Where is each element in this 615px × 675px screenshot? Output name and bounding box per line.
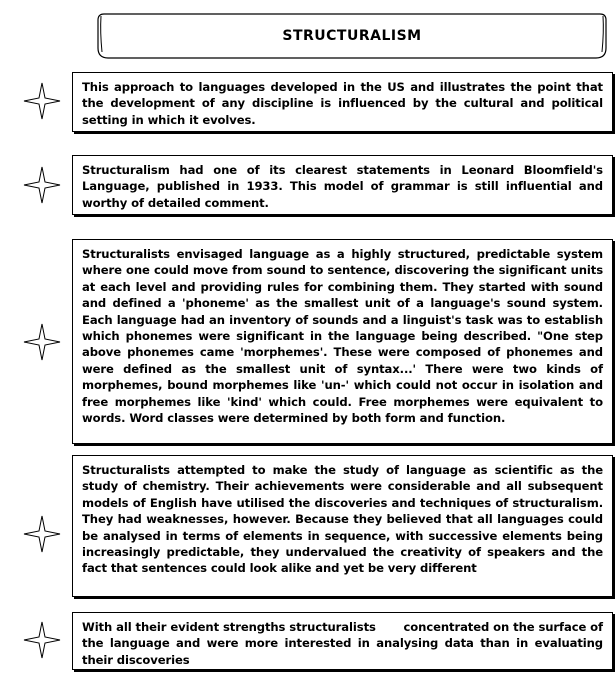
- section-text-5: With all their evident strengths structuralists concentrated on the surface of the language and were more interested in analysing data than in evaluating their discoveries: [82, 620, 607, 667]
- section-card-1: [72, 72, 613, 132]
- title-banner: [96, 12, 608, 60]
- four-point-star-icon: [22, 620, 62, 660]
- section-text-2: Structuralism had one of its clearest statements in Leonard Bloomfield's Language, published in 1933. This model of grammar is still influential and worthy of detailed comment.: [82, 163, 603, 210]
- section-text-1: This approach to languages developed in the US and illustrates the point that the development of any discipline is influenced by the cultural and political setting in which it evolves.: [82, 80, 603, 127]
- four-point-star-icon: [22, 322, 62, 362]
- four-point-star-icon: [22, 514, 62, 554]
- section-text-4: Structuralists attempted to make the study of language as scientific as the study of chemistry. Their achievements were considerable and all subsequent models of English have utilised the discoveries and techniques of structuralism. They had weaknesses, however. Because they believed that all languages could be analysed in terms of elements in sequence, with successive elements being increasingly predictable, they undervalued the creativity of speakers and the fact that sentences could look alike and yet be very different: [82, 463, 603, 576]
- four-point-star-icon: [22, 81, 62, 121]
- section-card-2: [72, 155, 613, 215]
- section-text-3: Structuralists envisaged language as a highly structured, predictable system where one could move from sound to sentence, discovering the significant units at each level and providing rules for combining them. They started with sound and defined a 'phoneme' as the smallest unit of a language's sound system. Each language had an inventory of sounds and a linguist's task was to establish which phonemes were significant in the language being described. "One step above phonemes came 'morphemes'. These were composed of phonemes and were defined as the smallest unit of syntax...' There were two kinds of morphemes, bound morphemes like 'un-' which could not occur in isolation and free morphemes like 'kind' which could. Free morphemes were equivalent to words. Word classes were determined by both form and function.: [82, 247, 603, 426]
- four-point-star-icon: [22, 165, 62, 205]
- section-card-4: [72, 455, 613, 597]
- page-title: STRUCTURALISM: [282, 28, 422, 44]
- section-card-3: [72, 239, 613, 444]
- section-card-5: [72, 612, 613, 670]
